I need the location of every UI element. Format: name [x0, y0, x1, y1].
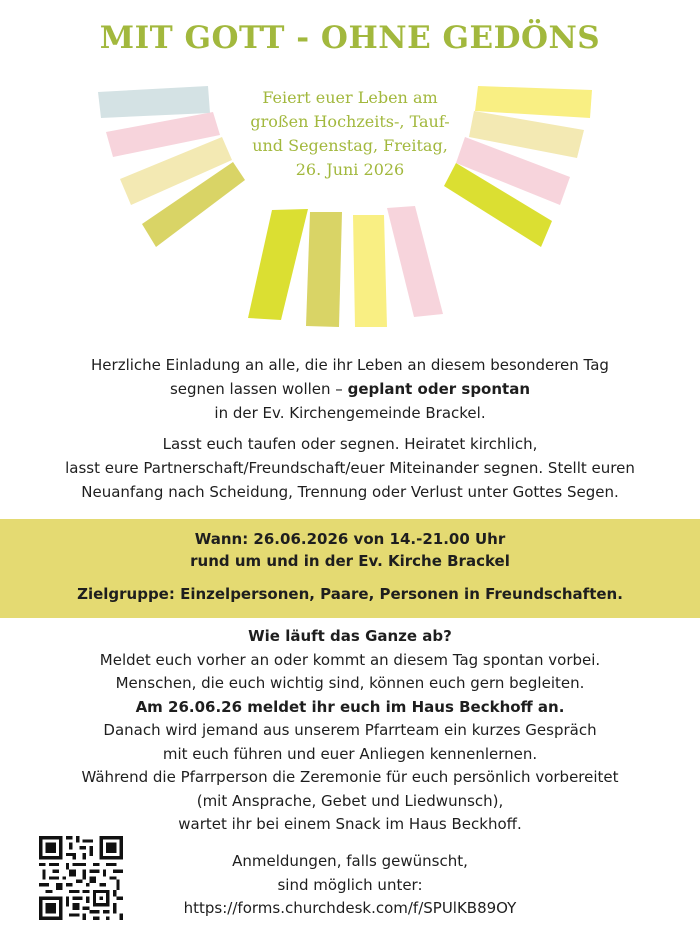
ray-bottom-1	[248, 209, 308, 320]
invitation-line-prefix: segnen lassen wollen –	[169, 380, 348, 398]
blessing-line: lasst eure Partnerschaft/Freundschaft/euer Miteinander segnen. Stellt euren	[65, 459, 635, 477]
event-where: rund um und in der Ev. Kirche Brackel	[190, 552, 510, 570]
event-subtitle	[225, 86, 475, 182]
subtitle-line: Feiert euer Leben am	[262, 88, 438, 107]
process-line: mit euch führen und euer Anliegen kennenlernen.	[162, 744, 538, 763]
ray-bottom-3	[353, 215, 387, 327]
ray-left-1	[98, 86, 210, 118]
registration-line: Anmeldungen, falls gewünscht,	[232, 852, 468, 870]
process-heading: Wie läuft das Ganze ab?	[248, 627, 452, 645]
process-line: Meldet euch vorher an oder kommt an diesem Tag spontan vorbei.	[99, 650, 601, 669]
qr-code[interactable]	[39, 836, 123, 920]
ray-bottom-2	[306, 212, 342, 327]
process-section	[0, 625, 700, 837]
event-when-where	[0, 528, 700, 572]
process-line: (mit Ansprache, Gebet und Liedwunsch),	[196, 791, 504, 810]
blessing-paragraph	[0, 432, 700, 504]
ray-bottom-4	[387, 206, 443, 317]
process-line: wartet ihr bei einem Snack im Haus Beckhoff.	[178, 815, 522, 833]
process-line: Während die Pfarrperson die Zeremonie für euch persönlich vorbereitet	[81, 768, 619, 786]
subtitle-line: großen Hochzeits-, Tauf-	[250, 112, 450, 131]
invitation-emphasis: geplant oder spontan	[347, 380, 531, 398]
page-title: MIT GOTT - OHNE GEDÖNS	[99, 20, 601, 56]
event-info-band	[0, 519, 700, 618]
registration-url[interactable]: https://forms.churchdesk.com/f/SPUlKB89OY	[183, 899, 517, 917]
process-line: Danach wird jemand aus unserem Pfarrteam ein kurzes Gespräch	[103, 721, 597, 739]
invitation-line: Herzliche Einladung an alle, die ihr Leben an diesem besonderen Tag	[91, 356, 609, 374]
registration-section	[130, 850, 570, 921]
subtitle-line: und Segenstag, Freitag,	[252, 136, 448, 155]
event-when: Wann: 26.06.2026 von 14.-21.00 Uhr	[194, 530, 506, 548]
process-line-bold: Am 26.06.26 meldet ihr euch im Haus Beckhoff an.	[135, 697, 565, 716]
blessing-line: Lasst euch taufen oder segnen. Heiratet kirchlich,	[162, 435, 538, 453]
invitation-line	[0, 377, 700, 401]
invitation-line: in der Ev. Kirchengemeinde Brackel.	[214, 404, 486, 422]
process-line: Menschen, die euch wichtig sind, können euch gern begleiten.	[115, 674, 585, 692]
ray-right-1	[475, 86, 592, 118]
registration-line: sind möglich unter:	[277, 875, 423, 894]
event-audience-text: Zielgruppe: Einzelpersonen, Paare, Personen in Freundschaften.	[77, 585, 623, 603]
invitation-paragraph	[0, 353, 700, 425]
event-audience	[0, 583, 700, 605]
subtitle-line: 26. Juni 2026	[295, 160, 405, 179]
blessing-line: Neuanfang nach Scheidung, Trennung oder Verlust unter Gottes Segen.	[81, 483, 619, 501]
